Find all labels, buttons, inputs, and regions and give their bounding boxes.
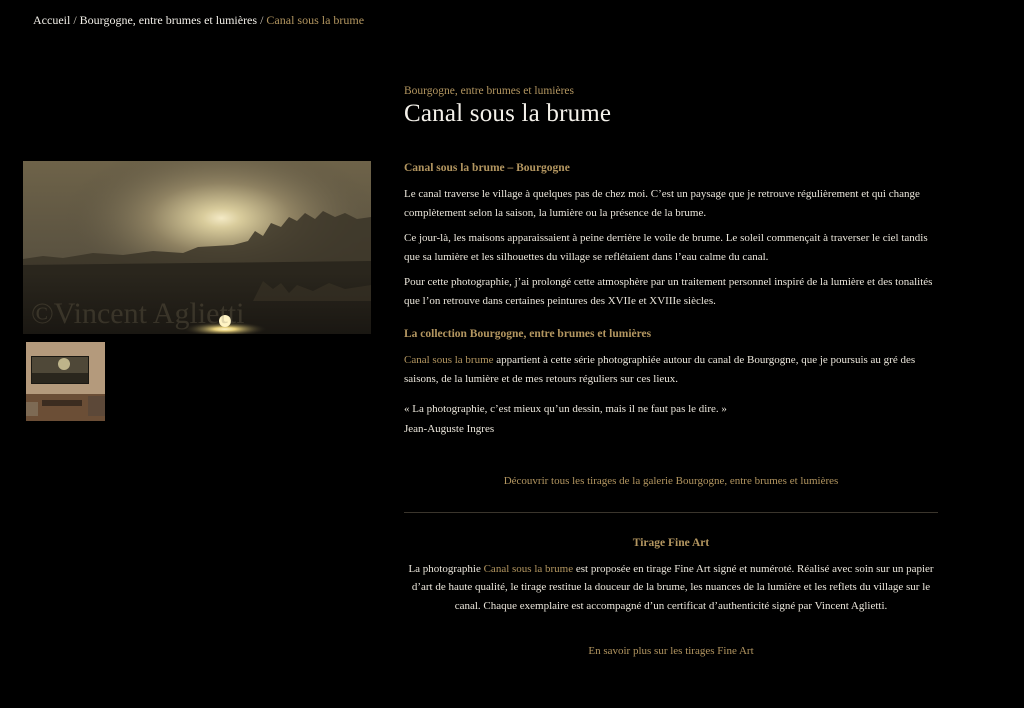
breadcrumb-separator: / [73,13,77,27]
main-photo-watermark: ©Vincent Aglietti [31,297,245,330]
thumbnail-room-preview[interactable] [26,342,105,421]
breadcrumb-gallery-link[interactable]: Bourgogne, entre brumes et lumières [79,13,258,27]
fine-art-text-before: La photographie [408,562,484,575]
gallery-prints-link[interactable]: Découvrir tous les tirages de la galerie Bourgogne, entre brumes et lumières [503,475,839,487]
collection-text: appartient à cette série photographiée autour du canal de Bourgogne, que je poursuis au gré des saisons, de la lumière et de mes retours réguliers sur ces lieux. [404,354,916,385]
product-content [404,84,938,661]
breadcrumb [33,12,364,28]
fine-art-heading: Tirage Fine Art [632,536,710,549]
quote-text: « La photographie, c’est mieux qu’un dessin, mais il ne faut pas le dire. » [404,403,727,415]
collection-photo-link[interactable]: Canal sous la brume [404,354,494,366]
page-title: Canal sous la brume [404,100,612,127]
fine-art-more-link[interactable]: En savoir plus sur les tirages Fine Art [588,645,754,657]
breadcrumb-current: Canal sous la brume [266,13,365,27]
description-paragraph: Pour cette photographie, j’ai prolongé cette atmosphère par un traitement personnel inspiré de la lumière et des tonalités que l’on retrouve dans certaines peintures des XVIIe et XVIIIe siècles. [404,276,933,307]
quote-author-link[interactable]: Jean-Auguste Ingres [404,422,495,435]
collection-paragraph [404,351,938,388]
description-paragraph: Ce jour-là, les maisons apparaissaient à peine derrière le voile de brume. Le soleil commençait à traverser le ciel tandis que sa lumière et les silhouettes du village se reflétaient dans l’eau calme du canal. [404,232,928,263]
description-heading: Canal sous la brume – Bourgogne [404,162,570,174]
fine-art-photo-link[interactable]: Canal sous la brume [483,562,574,575]
breadcrumb-home-link[interactable]: Accueil [33,13,71,27]
fine-art-text-after: est proposée en tirage Fine Art signé et numéroté. Réalisé avec soin sur un papier d’art de haute qualité, le tirage restitue la douceur de la brume, les nuances de la lumière et les reflets du village sur le canal. Chaque exemplaire est accompagné d’un certificat d’authenticité signé par Vincent Aglietti. [411,562,934,612]
description-paragraph: Le canal traverse le village à quelques pas de chez moi. C’est un paysage que je retrouve régulièrement et qui change complètement selon la saison, la lumière ou la présence de la brume. [404,188,920,219]
section-divider [404,512,938,513]
breadcrumb-separator: / [260,13,264,27]
fine-art-paragraph [404,560,938,616]
gallery-kicker-link[interactable]: Bourgogne, entre brumes et lumières [404,85,575,97]
main-photo[interactable] [23,161,371,334]
collection-heading: La collection Bourgogne, entre brumes et lumières [404,328,652,340]
